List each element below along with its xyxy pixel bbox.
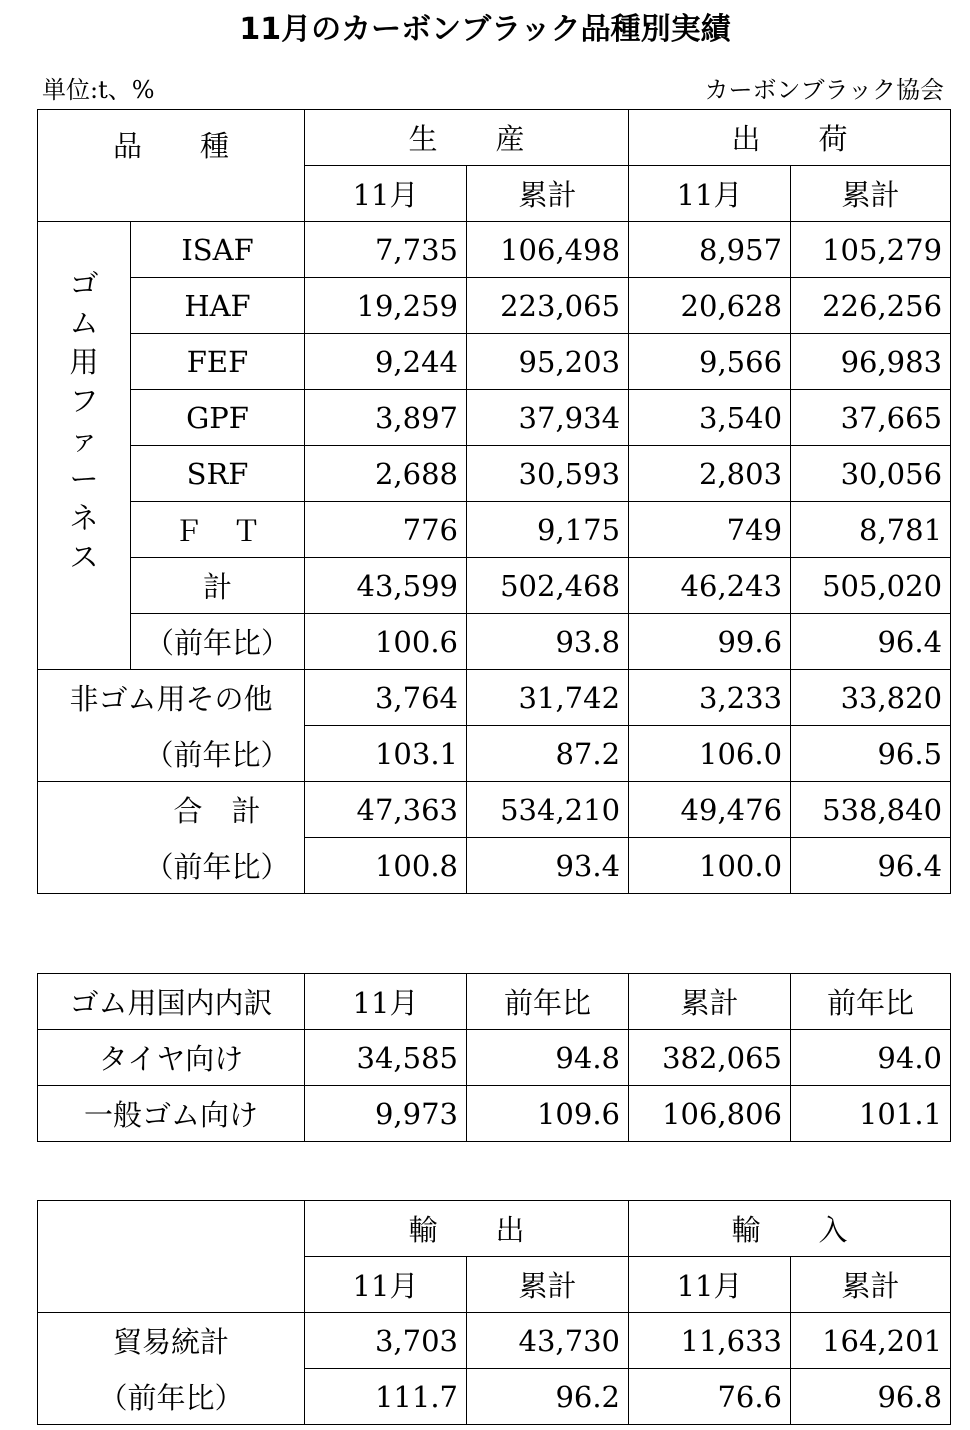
cell: 94.8 [467, 1030, 629, 1086]
subheader-cumulative: 累計 [791, 1257, 951, 1313]
header-production: 生 産 [305, 110, 629, 166]
header-yoy: 前年比 [791, 974, 951, 1030]
subheader-cumulative: 累計 [467, 166, 629, 222]
row-label: タイヤ向け [38, 1030, 305, 1086]
header-cumulative: 累計 [629, 974, 791, 1030]
cell: 99.6 [629, 614, 791, 670]
cell: 8,781 [791, 502, 951, 558]
cell: 164,201 [791, 1313, 951, 1369]
cell: 3,897 [305, 390, 467, 446]
cell: 100.8 [305, 838, 467, 894]
cell: 95,203 [467, 334, 629, 390]
row-label: 貿易統計 [38, 1313, 305, 1369]
cell: 3,764 [305, 670, 467, 726]
cell: 3,540 [629, 390, 791, 446]
cell: 31,742 [467, 670, 629, 726]
header-yoy: 前年比 [467, 974, 629, 1030]
cell: 749 [629, 502, 791, 558]
header-import: 輸 入 [629, 1201, 951, 1257]
cell: 776 [305, 502, 467, 558]
cell: 37,665 [791, 390, 951, 446]
row-label: Ｆ Ｔ [131, 502, 305, 558]
header-month: 11月 [305, 974, 467, 1030]
cell: 93.4 [467, 838, 629, 894]
row-label: 計 [131, 558, 305, 614]
cell: 96,983 [791, 334, 951, 390]
row-label: 合 計 [38, 782, 305, 838]
cell: 93.8 [467, 614, 629, 670]
cell: 534,210 [467, 782, 629, 838]
header-kind: 品 種 [38, 110, 305, 222]
cell: 505,020 [791, 558, 951, 614]
cell: 9,175 [467, 502, 629, 558]
subheader-month: 11月 [305, 166, 467, 222]
rubber-furnace-group-label: ゴ ム 用 フ ァ ー ネ ス [38, 222, 131, 670]
header-domestic-breakdown: ゴム用国内内訳 [38, 974, 305, 1030]
domestic-breakdown-table [37, 973, 951, 1142]
cell: 20,628 [629, 278, 791, 334]
cell: 87.2 [467, 726, 629, 782]
cell: 111.7 [305, 1369, 467, 1425]
cell: 106,806 [629, 1086, 791, 1142]
trade-statistics-table [37, 1200, 951, 1425]
cell: 76.6 [629, 1369, 791, 1425]
row-label: ISAF [131, 222, 305, 278]
row-label: 非ゴム用その他 [38, 670, 305, 726]
subheader-cumulative: 累計 [467, 1257, 629, 1313]
page-title: 11月のカーボンブラック品種別実績 [239, 12, 731, 47]
cell: 223,065 [467, 278, 629, 334]
row-label: FEF [131, 334, 305, 390]
cell: 96.4 [791, 838, 951, 894]
header-shipment: 出 荷 [629, 110, 951, 166]
cell: 46,243 [629, 558, 791, 614]
cell: 11,633 [629, 1313, 791, 1369]
cell: 101.1 [791, 1086, 951, 1142]
cell: 382,065 [629, 1030, 791, 1086]
subheader-cumulative: 累計 [791, 166, 951, 222]
cell: 9,973 [305, 1086, 467, 1142]
cell: 96.8 [791, 1369, 951, 1425]
cell: 7,735 [305, 222, 467, 278]
cell: 49,476 [629, 782, 791, 838]
cell: 34,585 [305, 1030, 467, 1086]
cell: 105,279 [791, 222, 951, 278]
subheader-month: 11月 [305, 1257, 467, 1313]
subheader-month: 11月 [629, 166, 791, 222]
row-label: （前年比） [38, 838, 305, 894]
cell: 9,244 [305, 334, 467, 390]
cell: 30,593 [467, 446, 629, 502]
cell: 3,703 [305, 1313, 467, 1369]
row-label: SRF [131, 446, 305, 502]
cell: 37,934 [467, 390, 629, 446]
cell: 226,256 [791, 278, 951, 334]
production-shipment-table [37, 109, 951, 894]
cell: 94.0 [791, 1030, 951, 1086]
cell: 43,730 [467, 1313, 629, 1369]
subheader-month: 11月 [629, 1257, 791, 1313]
cell: 3,233 [629, 670, 791, 726]
row-label: （前年比） [131, 614, 305, 670]
cell: 30,056 [791, 446, 951, 502]
cell: 96.2 [467, 1369, 629, 1425]
cell: 100.6 [305, 614, 467, 670]
cell: 106,498 [467, 222, 629, 278]
organization-label: カーボンブラック協会 [704, 76, 944, 104]
cell: 96.4 [791, 614, 951, 670]
cell: 8,957 [629, 222, 791, 278]
cell: 47,363 [305, 782, 467, 838]
cell: 100.0 [629, 838, 791, 894]
cell: 9,566 [629, 334, 791, 390]
cell: 103.1 [305, 726, 467, 782]
unit-label: 単位:t、% [42, 76, 155, 104]
cell: 2,803 [629, 446, 791, 502]
cell: 109.6 [467, 1086, 629, 1142]
cell: 2,688 [305, 446, 467, 502]
header-export: 輸 出 [305, 1201, 629, 1257]
row-label: 一般ゴム向け [38, 1086, 305, 1142]
cell: 43,599 [305, 558, 467, 614]
empty-corner [38, 1201, 305, 1313]
cell: 538,840 [791, 782, 951, 838]
row-label: GPF [131, 390, 305, 446]
row-label: （前年比） [38, 1369, 305, 1425]
cell: 96.5 [791, 726, 951, 782]
cell: 19,259 [305, 278, 467, 334]
cell: 106.0 [629, 726, 791, 782]
cell: 33,820 [791, 670, 951, 726]
row-label: HAF [131, 278, 305, 334]
row-label: （前年比） [38, 726, 305, 782]
cell: 502,468 [467, 558, 629, 614]
